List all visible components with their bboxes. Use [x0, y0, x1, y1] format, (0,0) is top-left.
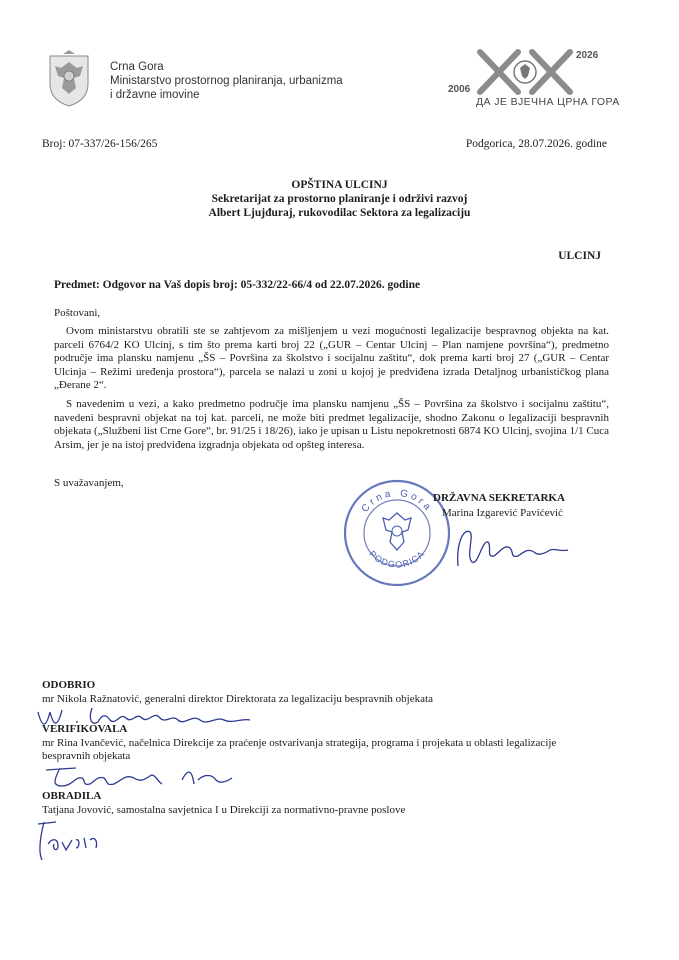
signatory-signature: [452, 522, 582, 572]
greeting: Poštovani,: [54, 307, 101, 319]
approval-text: mr Nikola Ražnatović, generalni direktor Direktorata za legalizaciju bespravnih objekata: [42, 692, 433, 705]
approval-text: Tatjana Jovović, samostalna savjetnica I u Direkciji za normativno-pravne poslove: [42, 803, 406, 816]
approval-label: OBRADILA: [42, 790, 102, 802]
verifikovala-signature: [42, 760, 242, 792]
coat-of-arms-icon: [46, 50, 92, 108]
recipient-municipality: OPŠTINA ULCINJ: [291, 179, 388, 191]
recipient-city: ULCINJ: [558, 250, 601, 262]
stamp-text-bottom: PODGORICA: [367, 548, 427, 570]
approval-verifikovala: [42, 723, 602, 764]
signatory-name: Marina Izgarević Pavićević: [442, 507, 563, 519]
recipient-person: Albert Ljujđuraj, rukovodilac Sektora za legalizaciju: [208, 207, 471, 219]
obradila-signature: [34, 818, 104, 864]
closing: S uvažavanjem,: [54, 477, 124, 489]
approval-label: VERIFIKOVALA: [42, 723, 128, 735]
approval-text: mr Rina Ivančević, načelnica Direkcije za praćenje ostvarivanja strategija, programa i projekata u oblasti legalizacije bespravnih objekata: [42, 736, 557, 762]
body-paragraph-2: S navedenim u vezi, a kako predmetno područje ima plansku namjenu „ŠS – Površina za školstvo i socijalnu zaštitu“, navedeni bespravni objekat na toj kat. parceli, ne može biti predmet legalizacije, shodno Zakonu o legalizaciji bespravnih objekata („Službeni list Crne Gore“, br. 91/25 i 18/26), iako je upisan u Listu nepokretnosti 6874 KO Ulcinj, svojina 1/1 Cuca Arsim, jer je na istoj predviđena izgradnja objekata od opšteg interesa.: [54, 398, 609, 451]
approval-label: ODOBRIO: [42, 679, 96, 691]
recipient-secretariat: Sekretarijat za prostorno planiranje i održivi razvoj: [211, 193, 468, 205]
header-country: Crna Gora: [110, 61, 164, 73]
anniversary-logo-icon: [448, 40, 613, 120]
approval-obradila: [42, 790, 602, 817]
header-ministry-line1: Ministarstvo prostornog planiranja, urbanizma: [110, 75, 343, 87]
logo-year-end: 2026: [576, 50, 599, 61]
place-date: Podgorica, 28.07.2026. godine: [465, 138, 607, 150]
subject-line: Predmet: Odgovor na Vaš dopis broj: 05-332/22-66/4 od 22.07.2026. godine: [54, 279, 421, 291]
body-paragraph-1: Ovom ministarstvu obratili ste se zahtjevom za mišljenjem u vezi mogućnosti legalizacije bespravnog objekta na kat. parceli 6764/2 KO Ulcinj, s tim što prema karti broj 22 („GUR – Centar Ulcinj – Plan namjene površina“), predmetno područje ima plansku namjenu „ŠS – Površina za školstvo i socijalnu zaštitu“, dok prema karti broj 27 („GUR – Centar Ulcinja – Režimi uređenja prostora“), parcela se nalazi u zoni u kojoj je predviđena izrada Detaljnog urbanističkog plana „Đerane 2“.: [54, 325, 609, 391]
document-number: Broj: 07-337/26-156/265: [42, 138, 158, 150]
recipient-block: [0, 178, 679, 220]
header-ministry-line2: i državne imovine: [110, 89, 200, 101]
stamp-text-top: Crna Gora: [359, 487, 435, 515]
logo-slogan: ДА ЈЕ ВЈЕЧНА ЦРНА ГОРА: [476, 96, 620, 108]
signatory-title: DRŽAVNA SEKRETARKA: [433, 492, 565, 504]
logo-year-start: 2006: [448, 84, 471, 95]
ministry-header: [110, 60, 343, 102]
